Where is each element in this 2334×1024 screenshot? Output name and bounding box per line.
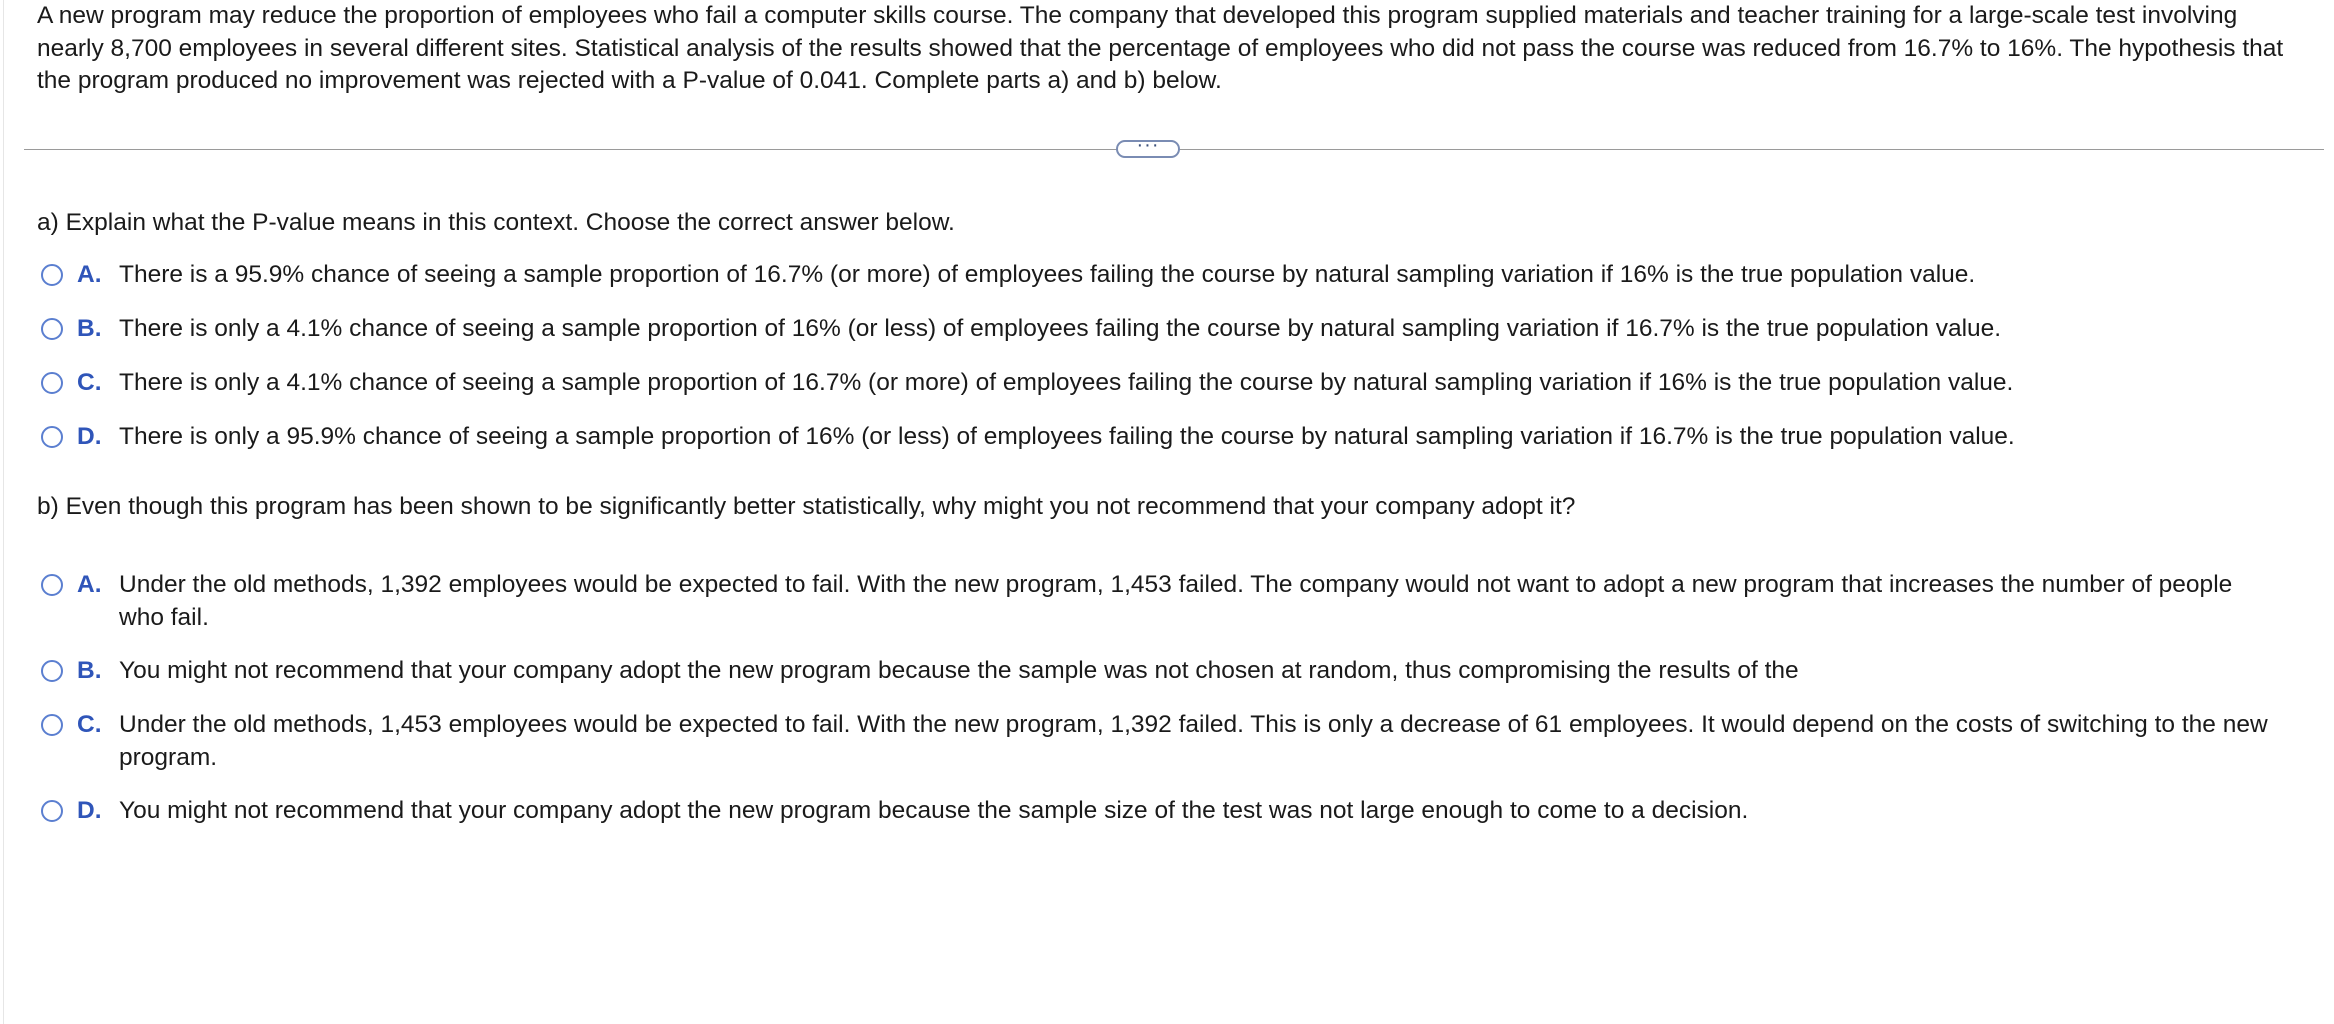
part-b-option-a[interactable] — [37, 569, 2307, 634]
radio-button-icon[interactable] — [41, 264, 63, 286]
part-a-option-c[interactable] — [37, 367, 2307, 400]
radio-button-icon[interactable] — [41, 318, 63, 340]
radio-button-icon[interactable] — [41, 800, 63, 822]
more-dots-icon: ··· — [1136, 134, 1160, 156]
option-letter: B. — [77, 315, 102, 342]
radio-button-icon[interactable] — [41, 660, 63, 682]
option-letter: B. — [77, 657, 102, 684]
option-text: There is a 95.9% chance of seeing a sample proportion of 16.7% (or more) of employees failing the course by natural sampling variation if 16% is the true population value. — [119, 261, 1976, 288]
part-b-option-d[interactable] — [37, 795, 2307, 828]
option-letter: C. — [77, 369, 102, 396]
option-text: You might not recommend that your company adopt the new program because the sample size of the test was not large enough to come to a decision. — [119, 797, 1749, 824]
option-letter: A. — [77, 261, 102, 288]
option-letter: D. — [77, 423, 102, 450]
radio-button-icon[interactable] — [41, 714, 63, 736]
option-text: There is only a 4.1% chance of seeing a sample proportion of 16% (or less) of employees failing the course by natural sampling variation if 16.7% is the true population value. — [119, 315, 2002, 342]
part-b-option-b[interactable] — [37, 655, 2307, 688]
expand-button[interactable] — [1116, 134, 1180, 158]
radio-button-icon[interactable] — [41, 574, 63, 596]
option-letter: C. — [77, 711, 102, 738]
option-text: You might not recommend that your company adopt the new program because the sample was not chosen at random, thus compromising the results of the — [119, 657, 1799, 684]
part-a-prompt: a) Explain what the P-value means in this context. Choose the correct answer below. — [37, 209, 955, 236]
option-text: Under the old methods, 1,392 employees would be expected to fail. With the new program, 1,453 failed. The company would not want to adopt a new program that increases the number of people who fail. — [119, 571, 2233, 631]
option-text: Under the old methods, 1,453 employees would be expected to fail. With the new program, 1,392 failed. This is only a decrease of 61 employees. It would depend on the costs of switching to the new program. — [119, 711, 2268, 771]
part-a-option-d[interactable] — [37, 421, 2307, 454]
part-a-option-b[interactable] — [37, 313, 2307, 346]
part-b-prompt: b) Even though this program has been shown to be significantly better statistically, why might you not recommend that your company adopt it? — [37, 493, 1576, 520]
part-a-option-a[interactable] — [37, 259, 2307, 292]
problem-statement: A new program may reduce the proportion of employees who fail a computer skills course. The company that developed this program supplied materials and teacher training for a large-scale test involving nearly 8,700 employees in several different sites. Statistical analysis of the results showed that the percentage of employees who did not pass the course was reduced from 16.7% to 16%. The hypothesis that the program produced no improvement was rejected with a P-value of 0.041. Complete parts a) and b) below. — [37, 2, 2284, 94]
option-letter: D. — [77, 797, 102, 824]
radio-button-icon[interactable] — [41, 426, 63, 448]
option-text: There is only a 4.1% chance of seeing a sample proportion of 16.7% (or more) of employees failing the course by natural sampling variation if 16% is the true population value. — [119, 369, 2014, 396]
option-text: There is only a 95.9% chance of seeing a sample proportion of 16% (or less) of employees failing the course by natural sampling variation if 16.7% is the true population value. — [119, 423, 2015, 450]
radio-button-icon[interactable] — [41, 372, 63, 394]
part-b-option-c[interactable] — [37, 709, 2307, 774]
left-border — [3, 0, 4, 1024]
option-letter: A. — [77, 571, 102, 598]
